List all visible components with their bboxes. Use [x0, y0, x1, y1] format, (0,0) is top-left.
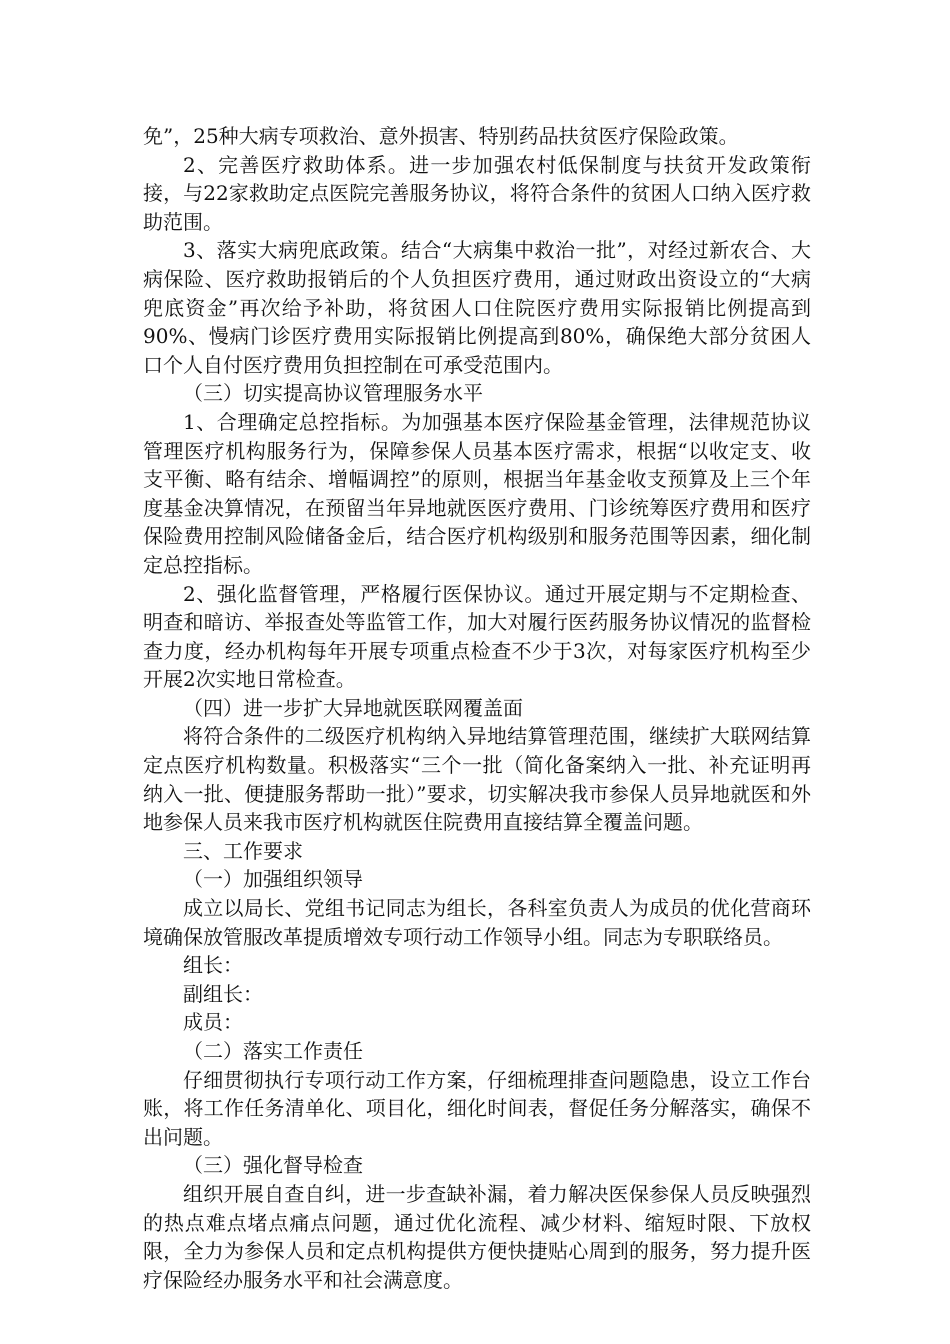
paragraph: 成立以局长、党组书记同志为组长，各科室负责人为成员的优化营商环境确保放管服改革提质增效专项行动工作领导小组。同志为专职联络员。 — [143, 896, 811, 949]
section-heading: （一）加强组织领导 — [183, 867, 363, 892]
paragraph: 仔细贯彻执行专项行动工作方案，仔细梳理排查问题隐患，设立工作台账，将工作任务清单化、项目化，细化时间表，督促任务分解落实，确保不出问题。 — [143, 1067, 811, 1149]
section-heading: （二）落实工作责任 — [183, 1039, 363, 1063]
paragraph: 1、合理确定总控指标。为加强基本医疗保险基金管理，法律规范协议管理医疗机构服务行为，保障参保人员基本医疗需求，根据“以收定支、收支平衡、略有结余、增幅调控”的原则，根据当年基金收支预算及上三个年度基金决算情况，在预留当年异地就医医疗费用、门诊统筹医疗费用和医疗保险费用控制风险储备金后，结合医疗机构级别和服务范围等因素，细化制定总控指标。 — [143, 409, 811, 577]
paragraph: 将符合条件的二级医疗机构纳入异地结算管理范围，继续扩大联网结算定点医疗机构数量。积极落实“三个一批（简化备案纳入一批、补充证明再纳入一批、便捷服务帮助一批）”要求，切实解决我市参保人员异地就医和外地参保人员来我市医疗机构就医住院费用直接结算全覆盖问题。 — [143, 724, 811, 835]
paragraph: 2、强化监督管理，严格履行医保协议。通过开展定期与不定期检查、明查和暗访、举报查处等监管工作，加大对履行医药服务协议情况的监督检查力度，经办机构每年开展专项重点检查不少于3次，对每家医疗机构至少开展2次实地日常检查。 — [143, 581, 811, 692]
section-heading: （四）进一步扩大异地就医联网覆盖面 — [183, 695, 523, 720]
list-item: 成员： — [183, 1010, 243, 1035]
section-heading: 三、工作要求 — [183, 838, 303, 863]
paragraph: 免”，25种大病专项救治、意外损害、特别药品扶贫医疗保险政策。 — [143, 124, 739, 148]
document-body — [143, 122, 811, 1294]
section-heading: （三）强化督导检查 — [183, 1153, 363, 1178]
list-item: 副组长： — [183, 981, 263, 1006]
paragraph: 2、完善医疗救助体系。进一步加强农村低保制度与扶贫开发政策衔接，与22家救助定点医院完善服务协议，将符合条件的贫困人口纳入医疗救助范围。 — [143, 152, 811, 234]
paragraph: 组织开展自查自纠，进一步查缺补漏，着力解决医保参保人员反映强烈的热点难点堵点痛点问题，通过优化流程、减少材料、缩短时限、下放权限，全力为参保人员和定点机构提供方便快捷贴心周到的服务，努力提升医疗保险经办服务水平和社会满意度。 — [143, 1181, 811, 1292]
section-heading: （三）切实提高协议管理服务水平 — [183, 381, 483, 406]
paragraph: 3、落实大病兜底政策。结合“大病集中救治一批”，对经过新农合、大病保险、医疗救助报销后的个人负担医疗费用，通过财政出资设立的“大病兜底资金”再次给予补助，将贫困人口住院医疗费用实际报销比例提高到90%、慢病门诊医疗费用实际报销比例提高到80%，确保绝大部分贫困人口个人自付医疗费用负担控制在可承受范围内。 — [143, 238, 811, 377]
list-item: 组长： — [183, 953, 243, 978]
